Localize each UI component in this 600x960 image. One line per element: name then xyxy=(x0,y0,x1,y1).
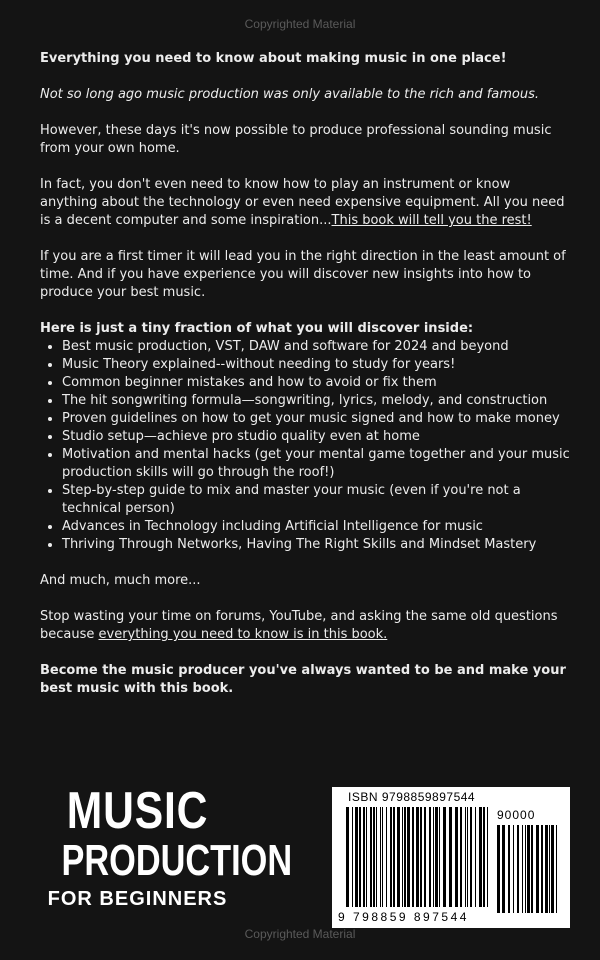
barcode-bar xyxy=(536,825,539,913)
barcode-bar xyxy=(390,807,392,907)
barcode-bar xyxy=(352,807,353,907)
barcode-bar xyxy=(497,825,500,913)
closing-statement: Become the music producer you've always wanted to be and make your best music with this book. xyxy=(40,663,566,696)
barcode-bar xyxy=(455,807,458,907)
title-line-music: MUSIC xyxy=(66,782,209,840)
barcode-bar xyxy=(479,807,482,907)
list-item: • Thriving Through Networks, Having The Right Skills and Mindset Mastery xyxy=(62,536,570,554)
barcode-bar xyxy=(424,807,426,907)
isbn-addon-digits: 90000 xyxy=(497,808,536,822)
barcode-bar xyxy=(346,807,349,907)
barcode-bar xyxy=(363,807,365,907)
barcode-bar xyxy=(407,807,410,907)
barcode-bar xyxy=(359,807,361,907)
barcode-bar xyxy=(531,825,533,913)
headline: Everything you need to know about making music in one place! xyxy=(40,51,507,66)
barcode-bar xyxy=(433,807,434,907)
book-tells-rest-text: This book will tell you the rest! xyxy=(331,213,532,228)
barcode-bar xyxy=(439,807,440,907)
barcode-bar xyxy=(513,825,514,913)
barcode-bar xyxy=(416,807,419,907)
barcode-bar xyxy=(522,825,523,913)
barcode-bar xyxy=(355,807,358,907)
barcode-bar xyxy=(483,807,485,907)
list-item: • Advances in Technology including Artificial Intelligence for music xyxy=(62,518,570,536)
barcode-bar xyxy=(370,807,372,907)
features-heading: Here is just a tiny fraction of what you will discover inside: xyxy=(40,321,474,336)
paragraph-no-instrument-text: In fact, you don't even need to know how to play an instrument or know anything about the technology or even need expensive equipment. All you need is a decent computer and some inspiration... xyxy=(40,177,565,228)
title-line-production: PRODUCTION xyxy=(61,836,293,885)
barcode-bar xyxy=(487,807,488,907)
barcode-bar xyxy=(420,807,422,907)
barcode-bar xyxy=(397,807,400,907)
paragraph-stop-wasting xyxy=(40,608,570,644)
barcode-bar xyxy=(556,825,557,913)
paragraph-stop-wasting-text: Stop wasting your time on forums, YouTube, and asking the same old questions because xyxy=(40,609,558,642)
italic-intro: Not so long ago music production was only available to the rich and famous. xyxy=(40,87,540,102)
barcode-bar xyxy=(382,807,383,907)
list-item: • Common beginner mistakes and how to avoid or fix them xyxy=(62,374,570,392)
barcode-bar xyxy=(435,807,438,907)
back-cover-description xyxy=(40,50,570,716)
barcode-bar xyxy=(541,825,543,913)
list-item: • The hit songwriting formula—songwriting, lyrics, melody, and construction xyxy=(62,392,570,410)
book-title-logo xyxy=(40,782,293,912)
barcode-bar xyxy=(373,807,375,907)
barcode-bar xyxy=(429,807,431,907)
copyright-watermark-bottom: Copyrighted Material xyxy=(244,927,356,941)
barcode-bar xyxy=(404,807,406,907)
barcode-bar xyxy=(527,825,530,913)
barcode-bar xyxy=(549,825,550,913)
barcode-bar xyxy=(465,807,466,907)
paragraph-no-instrument xyxy=(40,176,570,230)
barcode-bar xyxy=(551,825,554,913)
barcode-bar xyxy=(475,807,476,907)
barcode-bar xyxy=(366,807,367,907)
isbn-main-digits: 9 798859 897544 xyxy=(338,910,469,924)
barcode-bar xyxy=(502,825,505,913)
features-list xyxy=(40,338,570,554)
barcode-bar xyxy=(470,807,472,907)
barcode-bar xyxy=(545,825,548,913)
list-item: • Best music production, VST, DAW and software for 2024 and beyond xyxy=(62,338,570,356)
barcode-bar xyxy=(376,807,377,907)
and-much-more: And much, much more... xyxy=(40,573,201,588)
barcode-bar xyxy=(508,825,510,913)
list-item: • Motivation and mental hacks (get your mental game together and your music production skills will go through the roof!) xyxy=(62,446,570,482)
isbn-barcode xyxy=(332,787,570,928)
barcode-bar xyxy=(386,807,387,907)
paragraph-home-production: However, these days it's now possible to produce professional sounding music from your own home. xyxy=(40,123,552,156)
barcode-bar xyxy=(393,807,395,907)
list-item: • Proven guidelines on how to get your music signed and how to make money xyxy=(62,410,570,428)
barcode-bar xyxy=(443,807,446,907)
isbn-label: ISBN 9798859897544 xyxy=(348,790,476,804)
title-line-for-beginners: FOR BEGINNERS xyxy=(47,888,228,910)
barcode-bar xyxy=(467,807,468,907)
list-item: • Studio setup—achieve pro studio quality even at home xyxy=(62,428,570,446)
barcode-bar xyxy=(412,807,414,907)
paragraph-first-timer: If you are a first timer it will lead you in the right direction in the least amount of time. And if you have experience you will discover new insights into how to produce your best music. xyxy=(40,249,566,300)
barcode-bar xyxy=(460,807,462,907)
everything-in-book-text: everything you need to know is in this book. xyxy=(98,627,388,642)
copyright-watermark-top: Copyrighted Material xyxy=(244,17,356,31)
list-item: • Music Theory explained--without needing to study for years! xyxy=(62,356,570,374)
barcode-bar xyxy=(525,825,526,913)
barcode-bar xyxy=(380,807,381,907)
barcode-bar xyxy=(449,807,452,907)
barcode-bar xyxy=(517,825,519,913)
barcode-bar xyxy=(402,807,403,907)
list-item: • Step-by-step guide to mix and master your music (even if you're not a technical person) xyxy=(62,482,570,518)
